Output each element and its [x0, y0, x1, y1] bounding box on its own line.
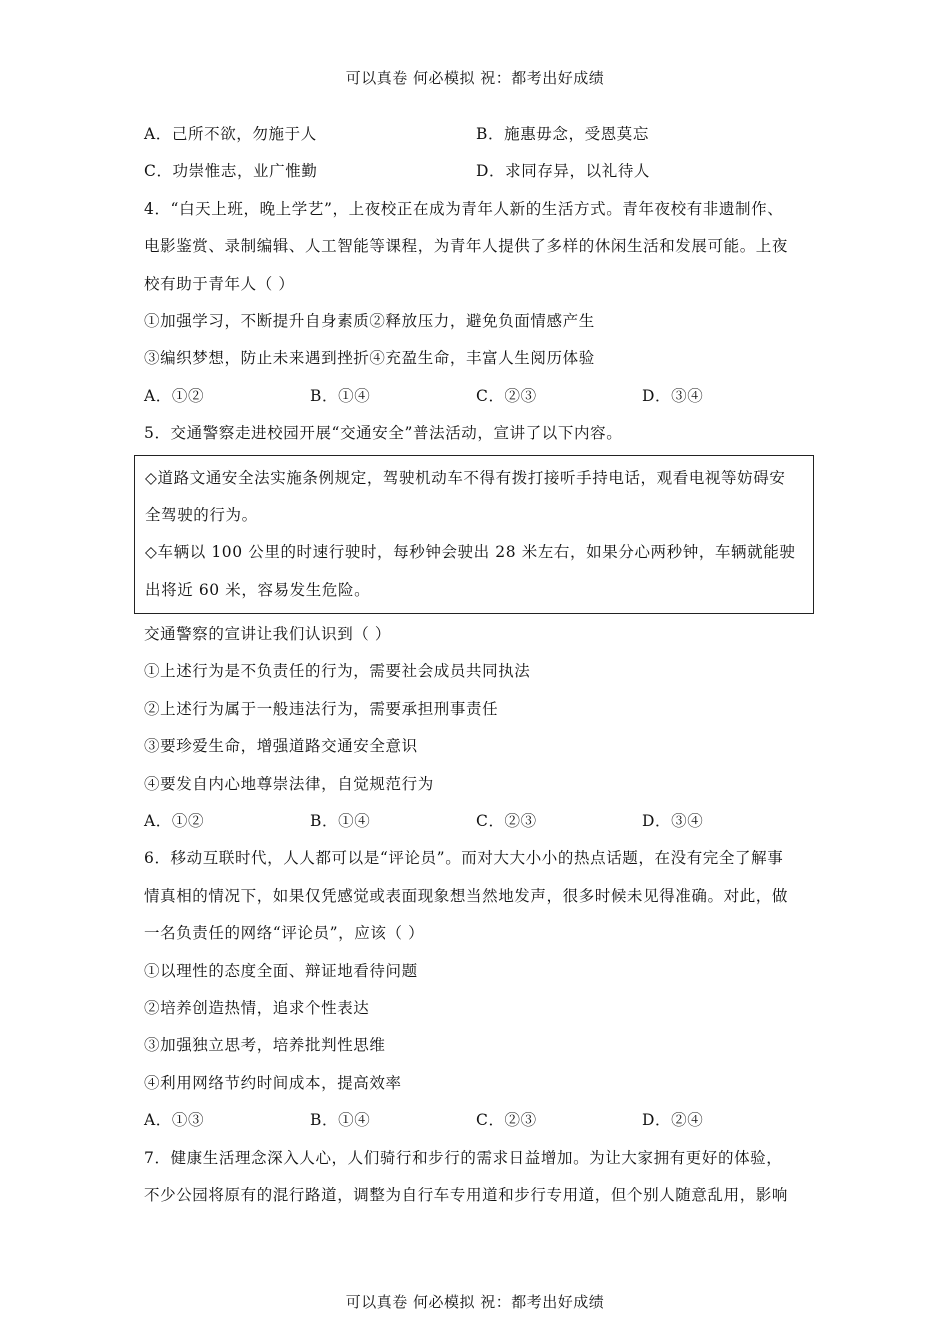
- q5-statement: ①上述行为是不负责任的行为，需要社会成员共同执法: [144, 662, 531, 681]
- q5-option-d: D．③④: [642, 812, 704, 831]
- q4-stem-line: 4．“白天上班，晚上学艺”，上夜校正在成为青年人新的生活方式。青年夜校有非遗制作、: [144, 199, 784, 218]
- q4-stem-line: 校有助于青年人（ ）: [144, 274, 295, 293]
- q7-stem-line: 7．健康生活理念深入人心，人们骑行和步行的需求日益增加。为让大家拥有更好的体验，: [144, 1148, 783, 1167]
- q6-statement: ③加强独立思考，培养批判性思维: [144, 1036, 386, 1055]
- q5-option-c: C．②③: [476, 812, 537, 831]
- q5-box-line: 全驾驶的行为。: [145, 505, 258, 524]
- q4-options: [144, 378, 814, 415]
- q6-statement: ④利用网络节约时间成本，提高效率: [144, 1073, 402, 1092]
- q3-options-row-1: [144, 116, 814, 153]
- q6-stem-line: 6．移动互联时代，人人都可以是“评论员”。而对大大小小的热点话题，在没有完全了解事: [144, 849, 784, 868]
- q5-options: [144, 803, 814, 840]
- q4-option-b: B．①④: [310, 386, 371, 405]
- q6-option-a: A．①③: [144, 1111, 205, 1130]
- page-content: [144, 116, 814, 1214]
- q6-option-d: D．②④: [642, 1111, 704, 1130]
- q4-option-c: C．②③: [476, 386, 537, 405]
- q5-box-line: ◇道路文通安全法实施条例规定，驾驶机动车不得有拨打接听手持电话，观看电视等妨碍安: [145, 468, 786, 487]
- q5-stem: 5．交通警察走进校园开展“交通安全”普法活动，宣讲了以下内容。: [144, 424, 623, 443]
- q5-statement: ④要发自内心地尊崇法律，自觉规范行为: [144, 774, 434, 793]
- q5-material-box: [134, 455, 814, 615]
- q3-option-d: D．求同存异，以礼待人: [476, 162, 651, 181]
- q3-option-a: A．己所不欲，勿施于人: [144, 125, 317, 143]
- q6-stem-line: 情真相的情况下，如果仅凭感觉或表面现象想当然地发声，很多时候未见得准确。对此，做: [144, 886, 789, 905]
- q5-question: 交通警察的宣讲让我们认识到（ ）: [144, 625, 392, 644]
- q5-box-line: 出将近 60 米，容易发生危险。: [145, 580, 371, 599]
- q3-options-row-2: [144, 153, 814, 190]
- q5-box-line: ◇车辆以 100 公里的时速行驶时，每秒钟会驶出 28 米左右，如果分心两秒钟，车辆就能驶: [145, 543, 796, 562]
- q7-stem-line: 不少公园将原有的混行路道，调整为自行车专用道和步行专用道，但个别人随意乱用，影响: [144, 1185, 789, 1204]
- page-footer: 可以真卷 何必模拟 祝：都考出好成绩: [345, 1293, 605, 1311]
- q5-statement: ③要珍爱生命，增强道路交通安全意识: [144, 737, 418, 756]
- q6-option-c: C．②③: [476, 1111, 537, 1130]
- q5-statement: ②上述行为属于一般违法行为，需要承担刑事责任: [144, 699, 499, 718]
- q3-option-b: B．施惠毋念，受恩莫忘: [476, 125, 649, 143]
- page-header: 可以真卷 何必模拟 祝：都考出好成绩: [345, 69, 605, 87]
- q6-option-b: B．①④: [310, 1111, 371, 1130]
- q4-statement: ③编织梦想，防止未来遇到挫折④充盈生命，丰富人生阅历体验: [144, 349, 595, 368]
- q6-stem-line: 一名负责任的网络“评论员”，应该（ ）: [144, 924, 425, 943]
- q3-option-c: C．功崇惟志，业广惟勤: [144, 162, 318, 181]
- q4-stem-line: 电影鉴赏、录制编辑、人工智能等课程，为青年人提供了多样的休闲生活和发展可能。上夜: [144, 237, 789, 256]
- q5-option-b: B．①④: [310, 812, 371, 831]
- q4-option-a: A．①②: [144, 386, 205, 405]
- q5-option-a: A．①②: [144, 812, 205, 831]
- q6-statement: ②培养创造热情，追求个性表达: [144, 998, 370, 1017]
- q6-statement: ①以理性的态度全面、辩证地看待问题: [144, 961, 418, 980]
- q4-option-d: D．③④: [642, 386, 704, 405]
- q6-options: [144, 1102, 814, 1139]
- q4-statement: ①加强学习，不断提升自身素质②释放压力，避免负面情感产生: [144, 311, 595, 330]
